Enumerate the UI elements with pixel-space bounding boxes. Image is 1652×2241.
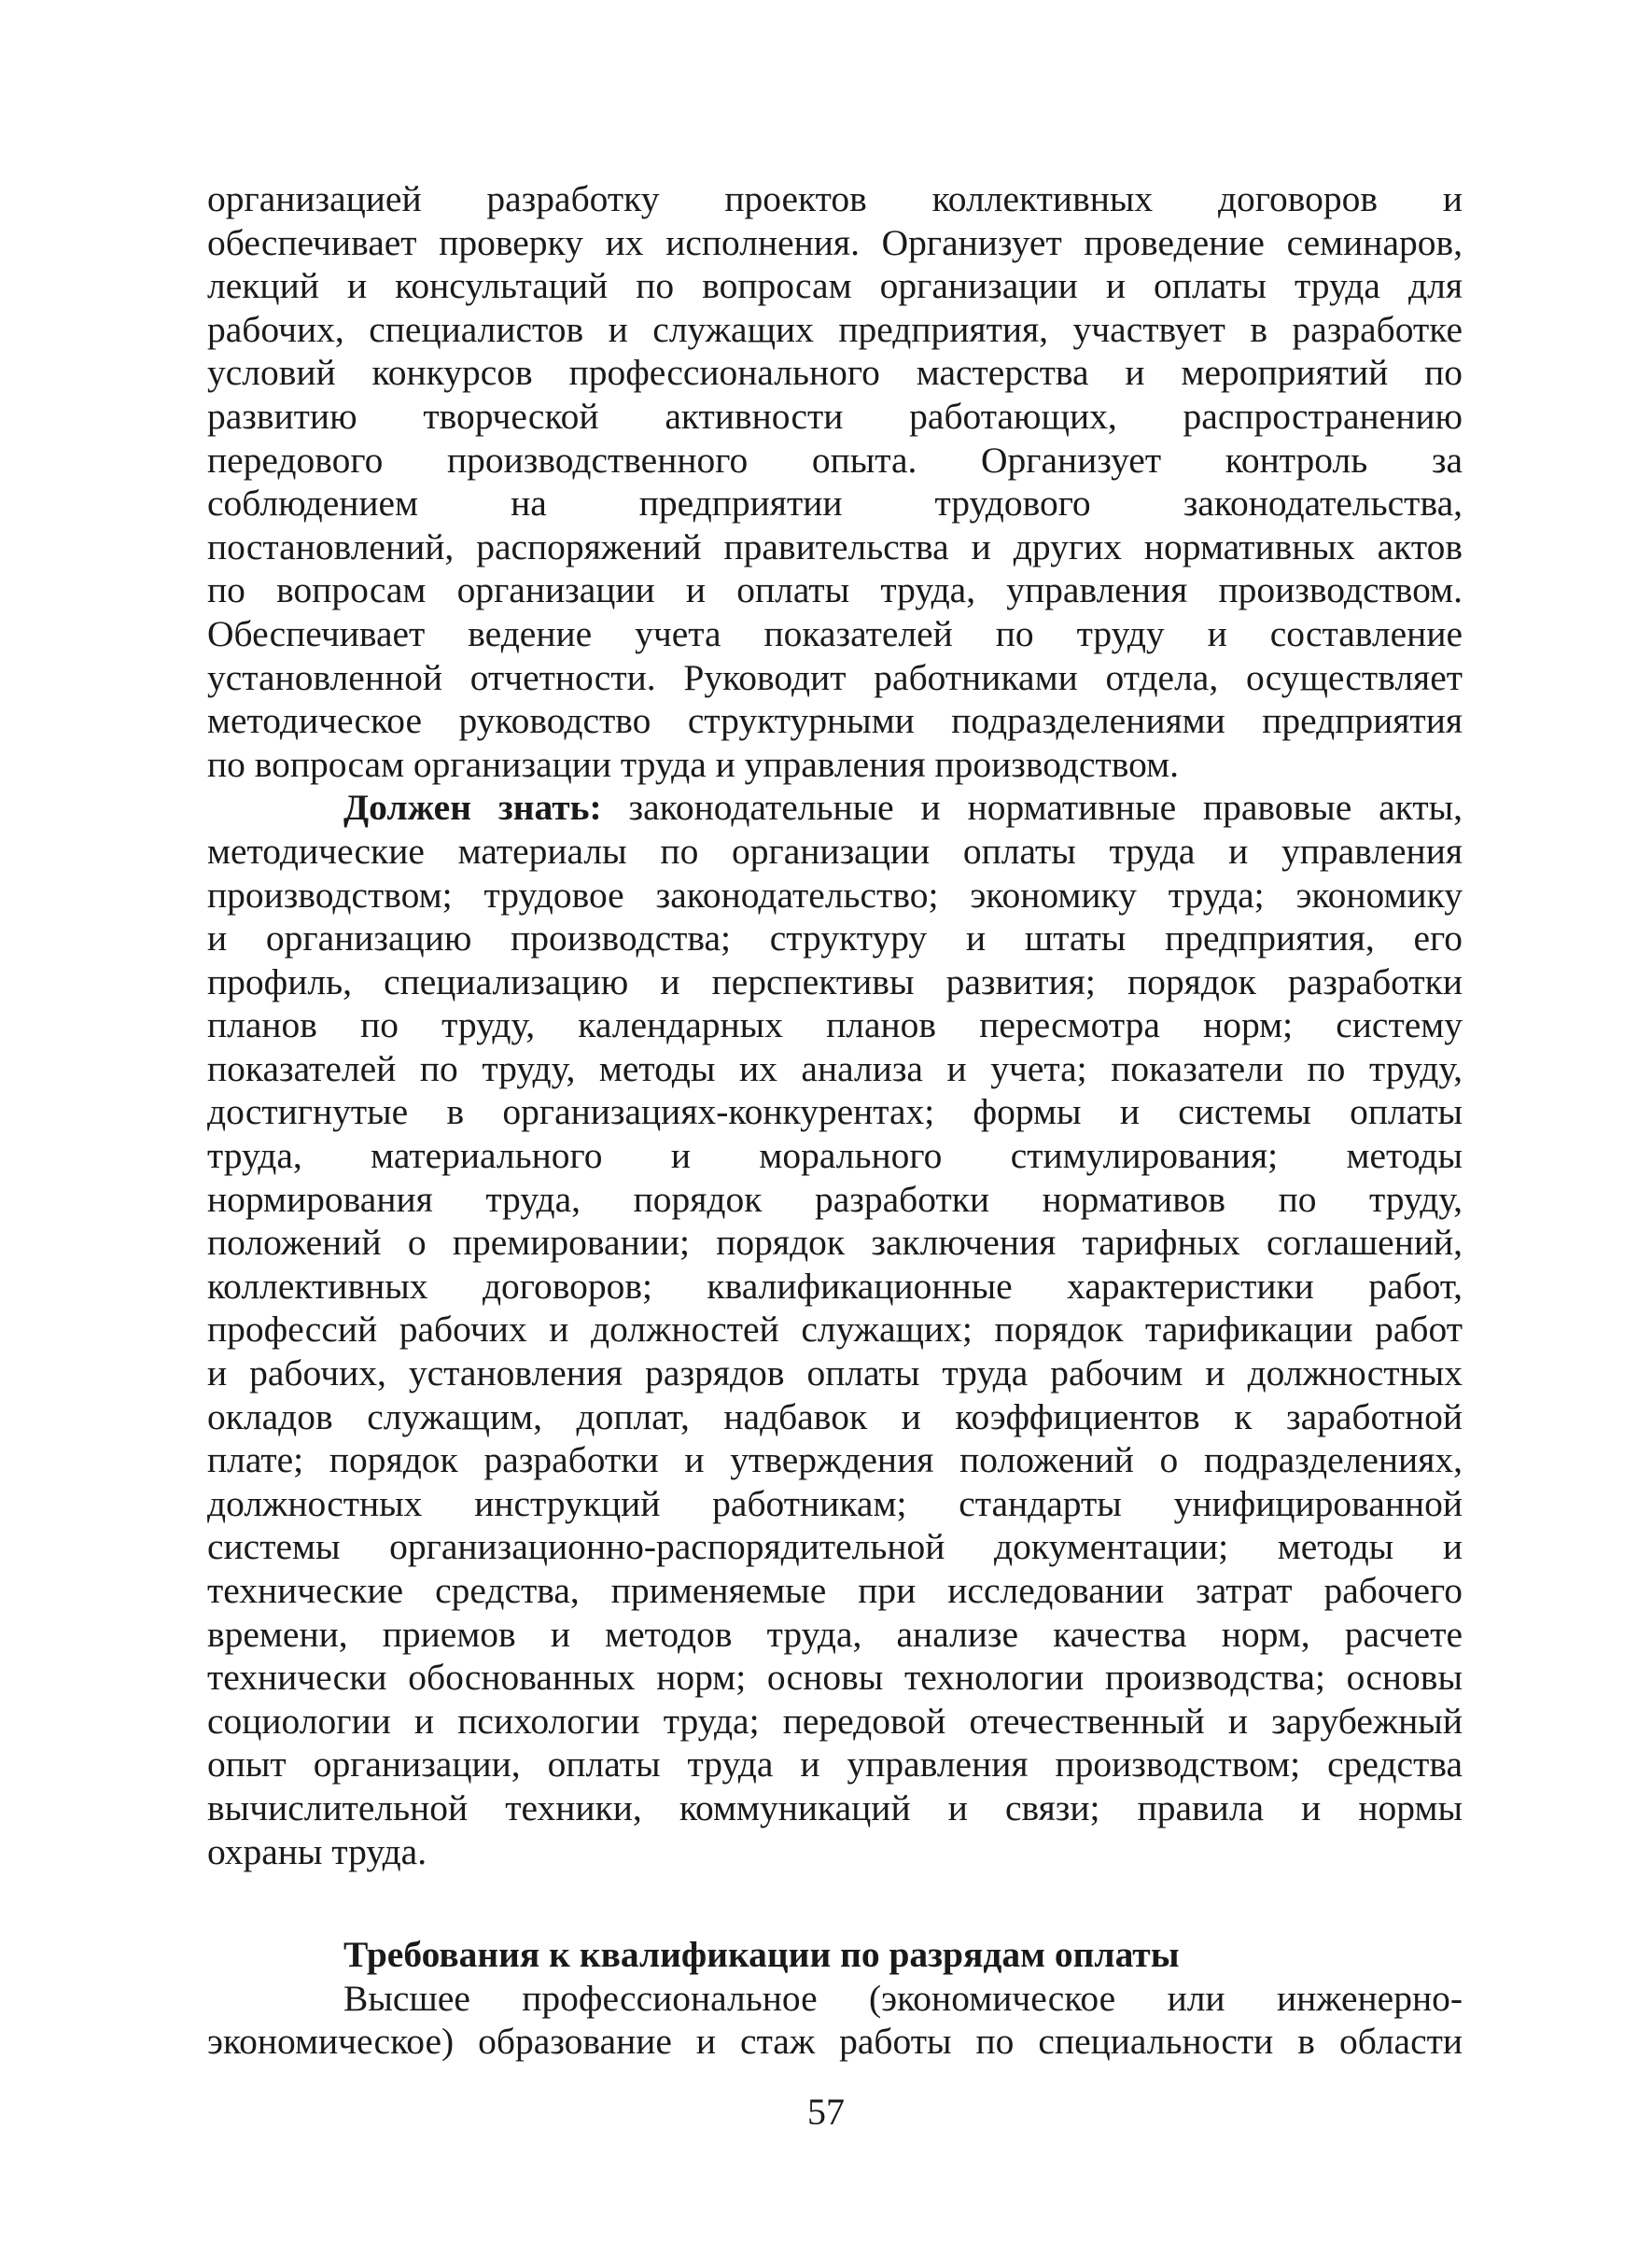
text-line: организацией разработку проектов коллективных договоров и (207, 178, 1463, 219)
page-number: 57 (807, 2091, 845, 2133)
text-line: соблюдением на предприятии трудового законодательства, (207, 483, 1463, 525)
text-line: показателей по труду, методы их анализа и учета; показатели по труду, (207, 1047, 1463, 1089)
text-line: и организацию производства; структуру и штаты предприятия, его (207, 917, 1463, 959)
text-line: установленной отчетности. Руководит работниками отдела, осуществляет (207, 656, 1463, 698)
text-line: достигнутые в организациях-конкурентах; формы и системы оплаты (207, 1091, 1463, 1133)
paragraph-duties-end (207, 177, 1463, 786)
text-line: системы организационно-распорядительной документации; методы и (207, 1526, 1463, 1568)
text-line: плате; порядок разработки и утверждения положений о подразделениях, (207, 1439, 1463, 1481)
text-line: и рабочих, установления разрядов оплаты труда рабочим и должностных (207, 1352, 1463, 1394)
text-line: по вопросам организации и оплаты труда, управления производством. (207, 569, 1463, 611)
text-line: социологии и психологии труда; передовой отечественный и зарубежный (207, 1700, 1463, 1742)
text-line: профиль, специализацию и перспективы развития; порядок разработки (207, 960, 1463, 1002)
text-line: окладов служащим, доплат, надбавок и коэффициентов к заработной (207, 1395, 1463, 1437)
text-line: методические материалы по организации оплаты труда и управления (207, 830, 1463, 872)
text-line: обеспечивает проверку их исполнения. Организует проведение семинаров, (207, 221, 1463, 263)
text-line: экономическое) образование и стаж работы по специальности в области (207, 2021, 1463, 2063)
text-line: труда, материального и морального стимулирования; методы (207, 1135, 1463, 1177)
text-line: планов по труду, календарных планов пересмотра норм; систему (207, 1004, 1463, 1046)
text-line: опыт организации, оплаты труда и управления производством; средства (207, 1744, 1463, 1786)
text-line: вычислительной техники, коммуникаций и связи; правила и нормы (207, 1786, 1463, 1828)
text-line: по вопросам организации труда и управления производством. (207, 743, 1180, 785)
text-line: нормирования труда, порядок разработки нормативов по труду, (207, 1178, 1463, 1220)
page-body (207, 177, 1463, 2064)
text-line: рабочих, специалистов и служащих предприятия, участвует в разработке (207, 308, 1463, 350)
text-line: условий конкурсов профессионального мастерства и мероприятий по (207, 352, 1463, 394)
text-line: постановлений, распоряжений правительства и других нормативных актов (207, 525, 1463, 567)
text-line: Высшее профессиональное (экономическое или инженерно- (343, 1977, 1463, 2019)
paragraph-must-know (207, 786, 1463, 1873)
lead-must-know: Должен знать: (343, 787, 602, 829)
paragraph-requirements (207, 1977, 1463, 2064)
text-line: передового производственного опыта. Организует контроль за (207, 439, 1463, 481)
section-heading: Требования к квалификации по разрядам оплаты (343, 1934, 1180, 1976)
text-line: лекций и консультаций по вопросам организации и оплаты труда для (207, 265, 1463, 307)
text-line: технически обоснованных норм; основы технологии производства; основы (207, 1657, 1463, 1699)
text-line: производством; трудовое законодательство; экономику труда; экономику (207, 874, 1463, 916)
text-line: положений о премировании; порядок заключения тарифных соглашений, (207, 1222, 1463, 1264)
text-line: профессий рабочих и должностей служащих; порядок тарификации работ (207, 1309, 1463, 1351)
text-line: развитию творческой активности работающих, распространению (207, 395, 1463, 437)
text-line: охраны труда. (207, 1830, 427, 1872)
text-fragment: законодательные и нормативные правовые акты, (628, 787, 1463, 829)
text-line: коллективных договоров; квалификационные характеристики работ, (207, 1265, 1463, 1307)
text-line: Обеспечивает ведение учета показателей по труду и составление (207, 612, 1463, 654)
text-line: должностных инструкций работникам; стандарты унифицированной (207, 1482, 1463, 1524)
spacer (207, 1873, 1463, 1933)
text-line: методическое руководство структурными подразделениями предприятия (207, 700, 1463, 742)
text-line: технические средства, применяемые при исследовании затрат рабочего (207, 1570, 1463, 1611)
text-line: времени, приемов и методов труда, анализе качества норм, расчете (207, 1613, 1463, 1655)
text-line-first (207, 786, 1463, 830)
